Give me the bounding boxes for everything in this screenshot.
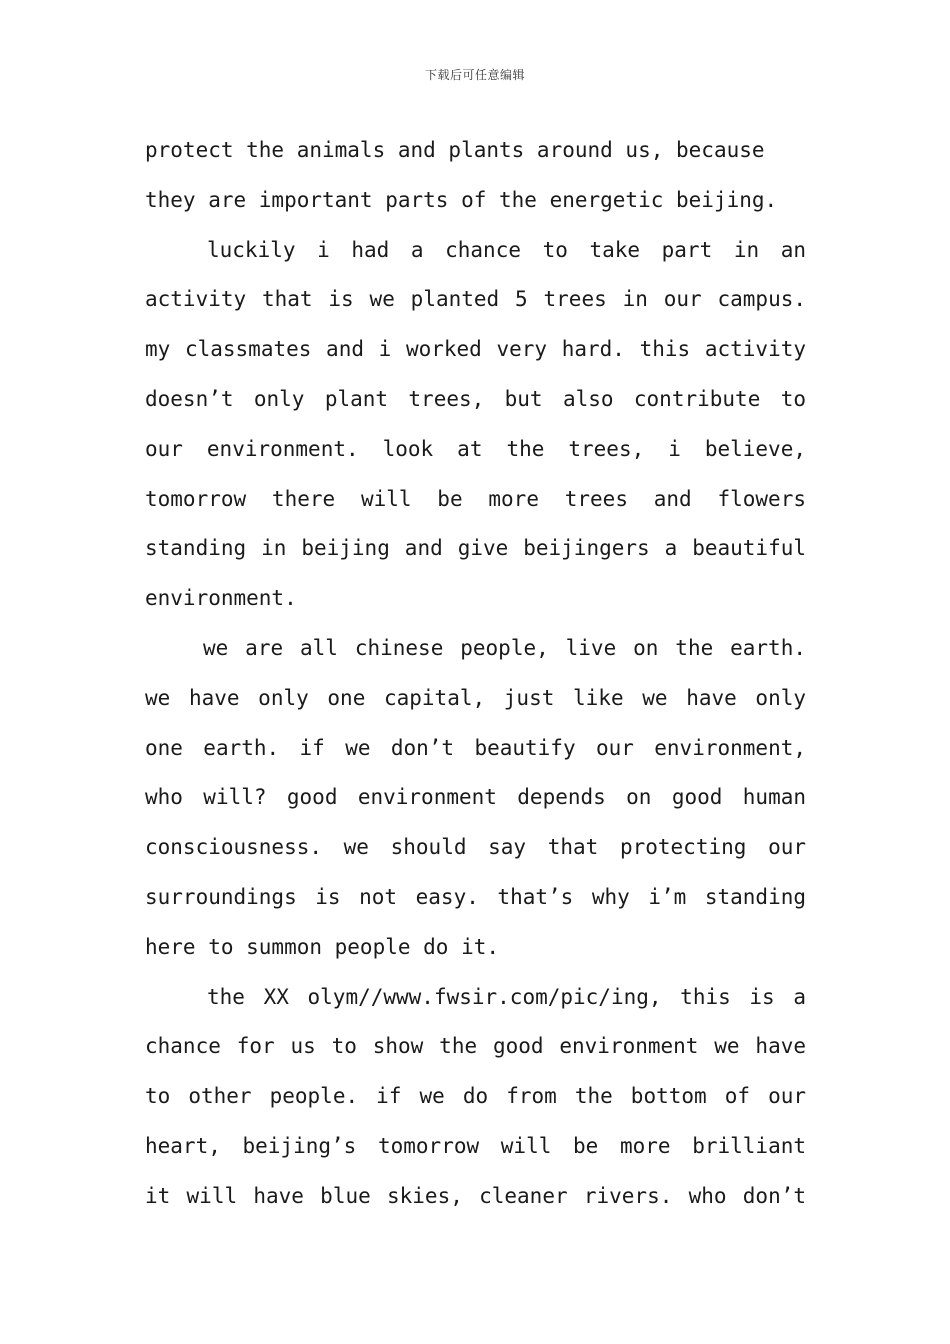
text-line: our environment. look at the trees, i believe,: [145, 436, 806, 461]
text-line: protect the animals and plants around us, because: [145, 138, 765, 162]
text-line: chance for us to show the good environment we have: [145, 1034, 806, 1059]
document-body: [145, 126, 806, 1222]
text-line: activity that is we planted 5 trees in our campus.: [145, 287, 806, 312]
paragraph-start-line: the XX olym//www.fwsir.com/pic/ing, this is a: [207, 984, 806, 1009]
text-line: my classmates and i worked very hard. this activity: [145, 337, 806, 362]
text-line: they are important parts of the energetic beijing.: [145, 187, 778, 212]
text-line: environment.: [145, 586, 297, 611]
text-line: tomorrow there will be more trees and flowers: [145, 486, 806, 511]
text-line: standing in beijing and give beijingers a beautiful: [145, 536, 806, 561]
text-line: one earth. if we don’t beautify our environment,: [145, 735, 806, 760]
text-line: it will have blue skies, cleaner rivers. who don’t: [145, 1183, 806, 1208]
text-line: we have only one capital, just like we have only: [145, 685, 806, 710]
text-line: to other people. if we do from the bottom of our: [145, 1084, 806, 1109]
paragraph-start-line: luckily i had a chance to take part in an: [207, 237, 806, 262]
text-line: surroundings is not easy. that’s why i’m standing: [145, 884, 806, 909]
text-line: here to summon people do it.: [145, 934, 500, 959]
text-line: heart, beijing’s tomorrow will be more brilliant: [145, 1133, 806, 1158]
paragraph-start-line: we are all chinese people, live on the earth.: [203, 635, 806, 660]
text-line: consciousness. we should say that protecting our: [145, 835, 806, 860]
text-line: doesn’t only plant trees, but also contribute to: [145, 386, 806, 411]
page-header: 下载后可任意编辑: [424, 68, 525, 82]
text-line: who will? good environment depends on good human: [145, 785, 806, 810]
